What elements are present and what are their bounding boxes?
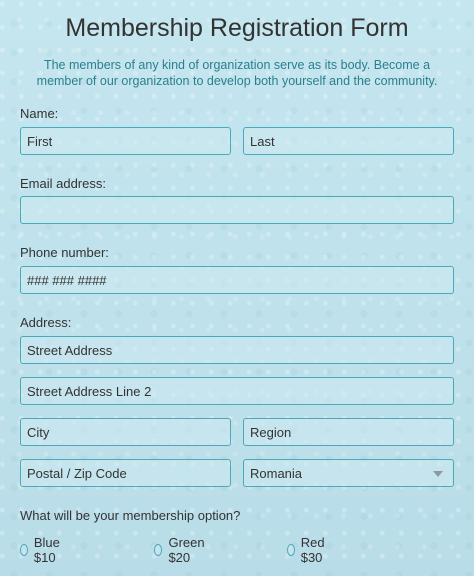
country-selected-value: Romania xyxy=(250,465,303,481)
phone-placeholder: ### ### #### xyxy=(27,272,107,288)
radio-icon[interactable] xyxy=(154,544,162,556)
city-input[interactable] xyxy=(20,418,231,446)
email-label: Email address: xyxy=(20,176,106,191)
region-input[interactable] xyxy=(243,418,454,446)
form-description: The members of any kind of organization serve as its body. Become a member of our organization to develop both yourself and the community. xyxy=(36,58,438,88)
last-name-input[interactable] xyxy=(243,127,454,155)
postal-code-placeholder: Postal / Zip Code xyxy=(27,465,127,481)
last-name-placeholder: Last xyxy=(250,133,275,149)
first-name-placeholder: First xyxy=(27,133,53,149)
city-placeholder: City xyxy=(27,424,50,440)
first-name-input[interactable] xyxy=(20,127,231,155)
membership-option-blue[interactable] xyxy=(20,535,64,565)
country-select[interactable] xyxy=(243,459,454,487)
street-address-input[interactable] xyxy=(20,336,454,364)
region-placeholder: Region xyxy=(250,424,292,440)
form-title: Membership Registration Form xyxy=(65,14,409,42)
postal-code-input[interactable] xyxy=(20,459,231,487)
membership-option-green[interactable] xyxy=(154,535,208,565)
phone-input[interactable] xyxy=(20,266,454,294)
name-label: Name: xyxy=(20,106,59,121)
membership-option-red[interactable] xyxy=(287,535,329,565)
radio-icon[interactable] xyxy=(287,544,295,556)
radio-icon[interactable] xyxy=(20,544,28,556)
phone-label: Phone number: xyxy=(20,245,109,260)
street-address-placeholder: Street Address xyxy=(27,342,113,358)
chevron-down-icon xyxy=(433,471,443,477)
email-input[interactable] xyxy=(20,196,454,224)
membership-option-label: Blue $10 xyxy=(33,535,60,565)
membership-label: What will be your membership option? xyxy=(20,508,241,523)
street-address-line2-input[interactable] xyxy=(20,377,454,405)
membership-option-label: Green $20 xyxy=(168,535,205,565)
membership-option-label: Red $30 xyxy=(300,535,325,565)
street-address-line2-placeholder: Street Address Line 2 xyxy=(27,383,152,399)
address-label: Address: xyxy=(20,315,72,330)
